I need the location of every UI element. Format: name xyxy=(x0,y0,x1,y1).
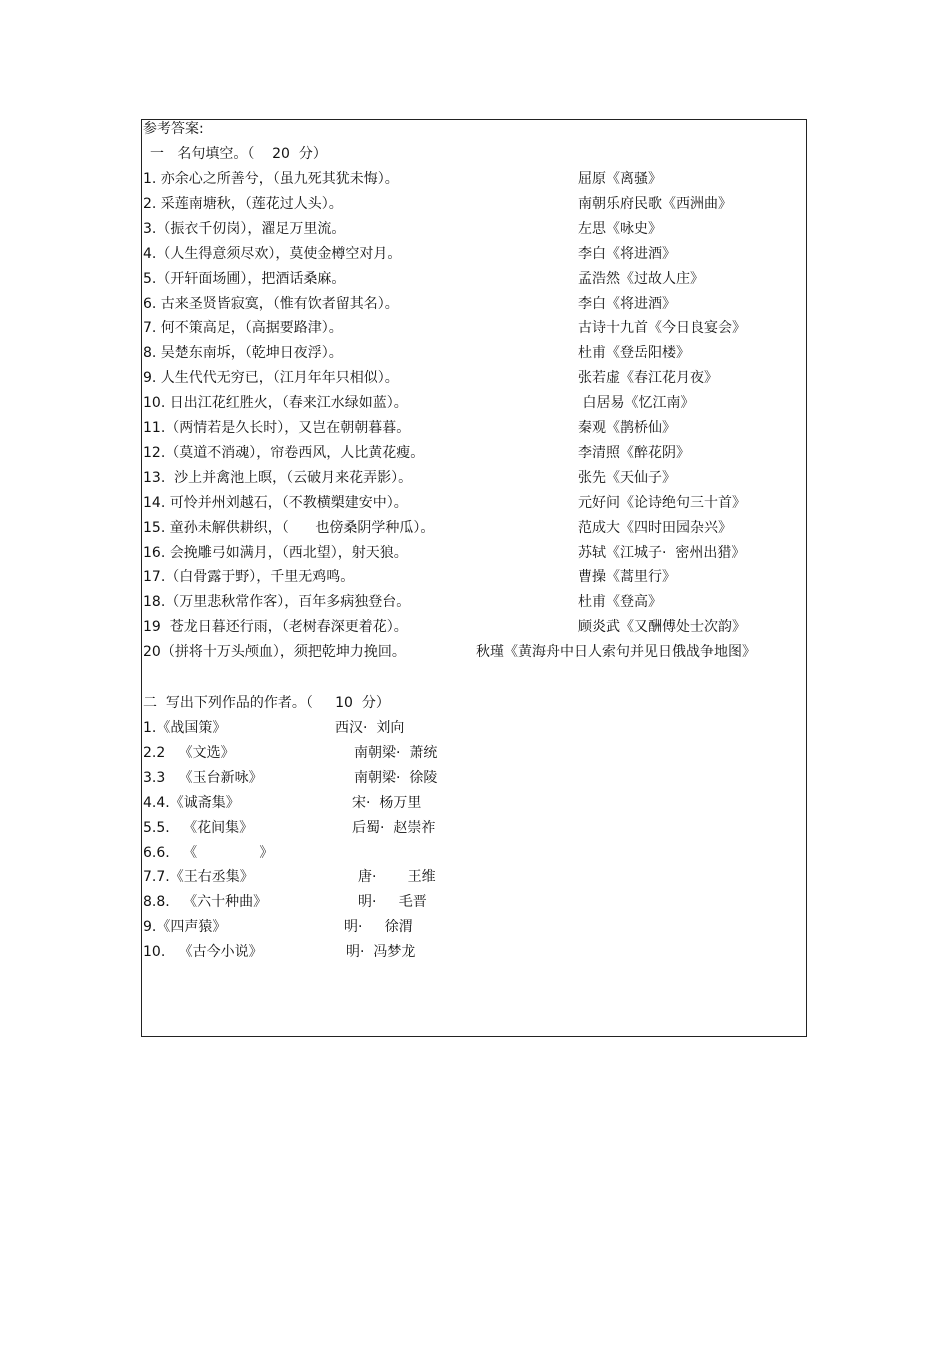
work-author: 明· 毛晋 xyxy=(358,894,427,911)
quote-source: 顾炎武《又酬傅处士次韵》 xyxy=(578,619,746,636)
quote-source: 秦观《鹊桥仙》 xyxy=(578,420,676,436)
work-author: 西汉· 刘向 xyxy=(335,720,405,736)
quote-source: 苏轼《江城子· 密州出猎》 xyxy=(578,544,746,561)
work-author: 南朝梁· 萧统 xyxy=(354,744,438,761)
work-author: 唐· 王维 xyxy=(358,869,436,886)
quote-line: 8. 吴楚东南坼，（乾坤日夜浮）。 xyxy=(143,345,343,362)
quote-source: 杜甫《登高》 xyxy=(578,594,662,611)
quote-line: 17.（白骨露于野），千里无鸡鸣。 xyxy=(143,569,355,586)
quote-source: 古诗十九首《今日良宴会》 xyxy=(578,320,746,337)
answer-heading: 参考答案: xyxy=(143,121,204,137)
work-title: 10. 《古今小说》 xyxy=(143,944,263,961)
quote-source: 李白《将进酒》 xyxy=(578,295,676,312)
work-author: 南朝梁· 徐陵 xyxy=(354,769,438,786)
work-title: 8.8. 《六十种曲》 xyxy=(143,894,268,911)
work-title: 6.6. 《 》 xyxy=(143,844,274,861)
quote-source: 南朝乐府民歌《西洲曲》 xyxy=(578,195,732,212)
quote-line: 7. 何不策高足，（高据要路津）。 xyxy=(143,320,343,337)
quote-line: 4.（人生得意须尽欢），莫使金樽空对月。 xyxy=(143,245,402,262)
quote-line: 20（拼将十万头颅血），须把乾坤力挽回。 xyxy=(143,644,406,661)
work-title: 3.3 《玉台新咏》 xyxy=(143,769,263,786)
work-title: 7.7.《王右丞集》 xyxy=(143,869,254,886)
quote-line: 18.（万里悲秋常作客），百年多病独登台。 xyxy=(143,594,411,611)
section2-title: 二 写出下列作品的作者。（ 10 分） xyxy=(143,695,390,711)
quote-source: 杜甫《登岳阳楼》 xyxy=(578,345,690,362)
quote-source: 曹操《蒿里行》 xyxy=(578,569,676,586)
quote-source: 范成大《四时田园杂兴》 xyxy=(578,519,732,536)
quote-line: 16. 会挽雕弓如满月，（西北望），射天狼。 xyxy=(143,544,408,561)
quote-line: 6. 古来圣贤皆寂寞，（惟有饮者留其名）。 xyxy=(143,295,399,312)
work-author: 宋· 杨万里 xyxy=(352,794,422,811)
work-title: 1.《战国策》 xyxy=(143,720,227,736)
quote-source: 屈原《离骚》 xyxy=(578,171,662,187)
quote-line: 5.（开轩面场圃），把酒话桑麻。 xyxy=(143,270,346,287)
section1-title: 一 名句填空。（ 20 分） xyxy=(150,146,327,162)
work-author: 明· 徐渭 xyxy=(344,919,413,936)
quote-source: 白居易《忆江南》 xyxy=(578,395,695,412)
quote-source: 元好问《论诗绝句三十首》 xyxy=(578,494,746,511)
quote-line: 14. 可怜并州刘越石，（不教横槊建安中）。 xyxy=(143,494,408,511)
quote-line: 1. 亦余心之所善兮，（虽九死其犹未悔）。 xyxy=(143,171,399,187)
work-title: 4.4.《诚斋集》 xyxy=(143,794,240,811)
quote-line: 11.（两情若是久长时），又岂在朝朝暮暮。 xyxy=(143,420,411,436)
quote-line: 10. 日出江花红胜火，（春来江水绿如蓝）。 xyxy=(143,395,408,412)
quote-line: 13. 沙上并禽池上暝，（云破月来花弄影）。 xyxy=(143,469,413,486)
work-title: 2.2 《文选》 xyxy=(143,744,235,761)
work-title: 9.《四声猿》 xyxy=(143,919,227,936)
work-title: 5.5. 《花间集》 xyxy=(143,819,254,836)
quote-source: 张先《天仙子》 xyxy=(578,469,676,486)
quote-source: 孟浩然《过故人庄》 xyxy=(578,270,704,287)
quote-source: 李清照《醉花阴》 xyxy=(578,444,690,461)
quote-source: 张若虚《春江花月夜》 xyxy=(578,370,718,387)
quote-source: 李白《将进酒》 xyxy=(578,245,676,262)
work-author: 明· 冯梦龙 xyxy=(346,944,416,961)
quote-line: 15. 童孙未解供耕织，（ 也傍桑阴学种瓜）。 xyxy=(143,519,435,536)
quote-line: 3.（振衣千仞岗），濯足万里流。 xyxy=(143,220,346,237)
quote-line: 9. 人生代代无穷已，（江月年年只相似）。 xyxy=(143,370,399,387)
quote-line: 12.（莫道不消魂），帘卷西风，人比黄花瘦。 xyxy=(143,444,425,461)
quote-source: 左思《咏史》 xyxy=(578,220,662,237)
work-author: 后蜀· 赵崇祚 xyxy=(352,819,436,836)
quote-line: 19 苍龙日暮还行雨，（老树春深更着花）。 xyxy=(143,619,408,636)
quote-line: 2. 采莲南塘秋，（莲花过人头）。 xyxy=(143,195,343,212)
quote-source: 秋瑾《黄海舟中日人索句并见日俄战争地图》 xyxy=(476,644,756,661)
